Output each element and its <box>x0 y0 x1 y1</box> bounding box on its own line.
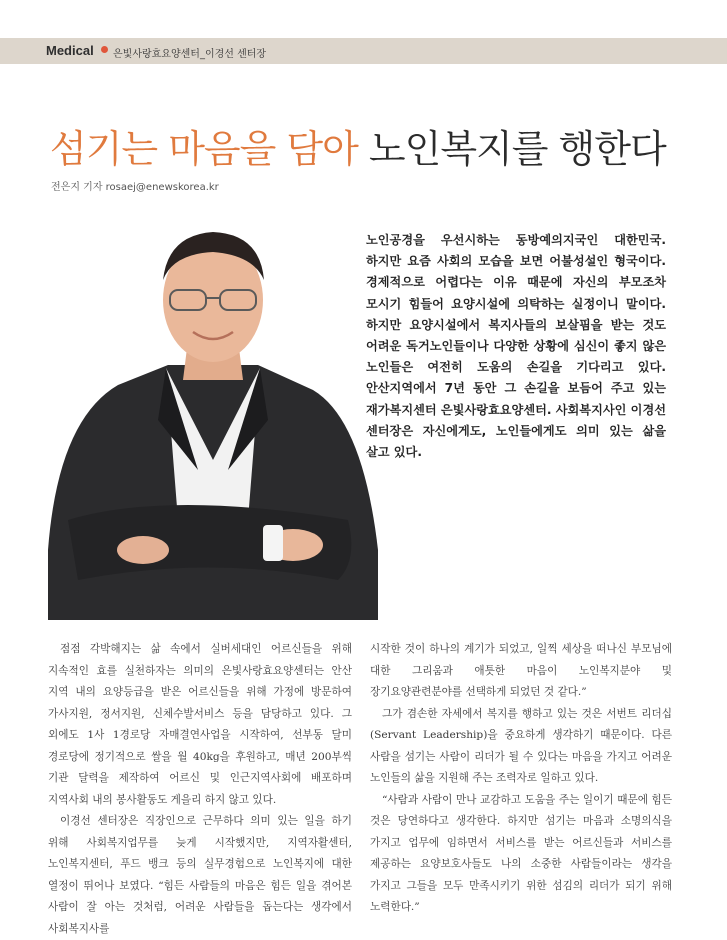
headline-rest: 노인복지를 행한다 <box>368 127 666 171</box>
byline: 전은지 기자 rosaej@enewskorea.kr <box>51 182 219 193</box>
body-column-right <box>370 639 672 919</box>
header-band <box>0 38 727 64</box>
portrait-photo <box>48 220 378 620</box>
body-paragraph: 점점 각박해지는 삶 속에서 실버세대인 어르신들을 위해 지속적인 효를 실천하자는 의미의 은빛사랑효요양센터는 안산 지역 내의 요양등급을 받은 어르신들을 위해 가정에 방문하여 가사지원, 정서지원, 신체수발서비스 등을 담당하고 있다. 그 외에도 1사 1경로당 자매결연사업을 시작하여, 선부동 달미 경로당에 정기적으로 쌀을 월 40kg을 후원하고, 매년 200부씩 기관 달력을 제작하여 어르신 및 인근지역사회에 배포하며 지역사회 내의 봉사활동도 게을리 하지 않고 있다. <box>48 643 352 806</box>
body-paragraph: “사람과 사람이 만나 교감하고 도움을 주는 일이기 때문에 힘든 것은 당연하다고 생각한다. 하지만 섬기는 마음과 소명의식을 가지고 업무에 임하면서 서비스를 받는 어르신들과 서비스를 제공하는 요양보호사들도 나의 소중한 사람들이라는 생각을 가지고 그들을 모두 만족시키기 위한 섬김의 리더가 되기 위해 노력한다.” <box>370 793 672 913</box>
section-label: Medical <box>46 43 94 58</box>
headline <box>50 118 666 173</box>
body-paragraph: 이경선 센터장은 직장인으로 근무하다 의미 있는 일을 하기 위해 사회복지업무를 늦게 시작했지만, 지역자활센터, 노인복지센터, 푸드 뱅크 등의 실무경험으로 노인복지에 대한 열정이 뛰어나 보였다. “힘든 사람들의 마음은 힘든 일을 겪어본 사람이 잘 아는 것처럼, 어려운 사람들을 돕는다는 생각에서 사회복지사를 <box>48 815 352 935</box>
headline-accent: 섬기는 마음을 담아 <box>50 127 358 171</box>
bullet-dot-icon <box>101 46 108 53</box>
body-column-left <box>48 639 352 940</box>
header-subtitle: 은빛사랑효요양센터_이경선 센터장 <box>113 49 267 60</box>
lead-paragraph: 노인공경을 우선시하는 동방예의지국인 대한민국. 하지만 요즘 사회의 모습을 보면 어불성설인 형국이다. 경제적으로 어렵다는 이유 때문에 자신의 부모조차 모시기 힘들어 요양시설에 의탁하는 실정이니 말이다. 하지만 요양시설에서 복지사들의 보살핌을 받는 것도 어려운 독거노인들이나 다양한 상황에 심신이 좋지 않은 노인들은 여전히 도움의 손길을 기다리고 있다. 안산지역에서 7년 동안 그 손길을 보듬어 주고 있는 재가복지센터 은빛사랑효요양센터. 사회복지사인 이경선 센터장은 자신에게도, 노인들에게도 의미 있는 삶을 살고 있다. <box>366 233 666 460</box>
body-paragraph: 그가 겸손한 자세에서 복지를 행하고 있는 것은 서번트 리더십(Servant Leadership)을 중요하게 생각하기 때문이다. 다른 사람을 섬기는 사람이 리더가 될 수 있다는 마음을 가지고 어려운 노인들의 삶을 지원해 주는 조력자로 일하고 있다. <box>370 707 672 784</box>
body-paragraph-continued: 시작한 것이 하나의 계기가 되었고, 일찍 세상을 떠나신 부모님에 대한 그리움과 애틋한 마음이 노인복지분야 및 장기요양관련분야를 선택하게 되었던 것 같다.” <box>370 643 672 698</box>
